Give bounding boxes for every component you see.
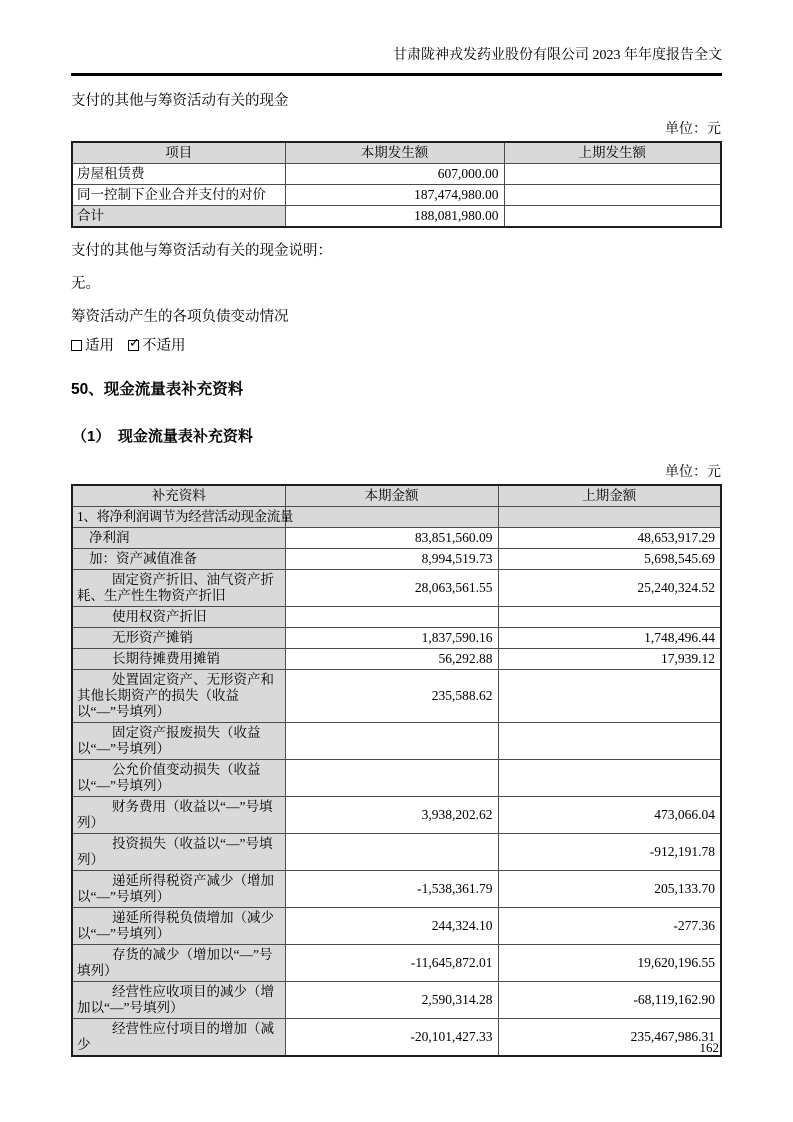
current-period-value: 3,938,202.62 — [285, 797, 498, 834]
row-label: 投资损失（收益以“—”号填列） — [72, 834, 285, 871]
page-number: 162 — [699, 1040, 719, 1055]
prior-period-value: 48,653,917.29 — [498, 528, 721, 549]
not-applicable-label: 不适用 — [142, 338, 186, 354]
prior-period-value — [498, 507, 721, 528]
row-label: 固定资产报废损失（收益以“—”号填列） — [72, 723, 285, 760]
prior-period-value: -912,191.78 — [498, 834, 721, 871]
row-label: 财务费用（收益以“—”号填列） — [72, 797, 285, 834]
row-label: 经营性应收项目的减少（增加以“—”号填列） — [72, 982, 285, 1019]
row-label: 1、将净利润调节为经营活动现金流量 — [72, 507, 285, 528]
table-row — [72, 185, 721, 206]
table-row — [72, 670, 721, 723]
prior-period-value — [498, 670, 721, 723]
content — [71, 94, 722, 1057]
current-period-value: 187,474,980.00 — [285, 185, 504, 206]
table-row — [72, 570, 721, 607]
prior-period-value: -68,119,162.90 — [498, 982, 721, 1019]
prior-period-value: 205,133.70 — [498, 871, 721, 908]
column-header: 项目 — [72, 142, 285, 164]
current-period-value: 1,837,590.16 — [285, 628, 498, 649]
current-period-value — [285, 723, 498, 760]
table-row — [72, 797, 721, 834]
prior-period-value — [504, 206, 721, 228]
current-period-value: 8,994,519.73 — [285, 549, 498, 570]
table-header-row — [72, 485, 721, 507]
current-period-value: -20,101,427.33 — [285, 1019, 498, 1057]
heading-cash-flow-supplement: 50、现金流量表补充资料 — [71, 381, 244, 398]
current-period-value — [285, 507, 498, 528]
prior-period-value: 25,240,324.52 — [498, 570, 721, 607]
table-row — [72, 507, 721, 528]
table-row — [72, 607, 721, 628]
applicability-row — [71, 334, 722, 355]
current-period-value: 28,063,561.55 — [285, 570, 498, 607]
checkbox-unchecked-icon — [71, 340, 82, 351]
current-period-value: 2,590,314.28 — [285, 982, 498, 1019]
current-period-value — [285, 760, 498, 797]
prior-period-value: -277.36 — [498, 908, 721, 945]
applicable-label: 适用 — [85, 338, 114, 354]
current-period-value: 607,000.00 — [285, 164, 504, 185]
current-period-value: 244,324.10 — [285, 908, 498, 945]
not-applicable-option — [128, 334, 186, 355]
prior-period-value: 1,748,496.44 — [498, 628, 721, 649]
table-row — [72, 1019, 721, 1057]
table-row — [72, 528, 721, 549]
row-label: 递延所得税负债增加（减少以“—”号填列） — [72, 908, 285, 945]
row-label: 无形资产摊销 — [72, 628, 285, 649]
row-label: 合计 — [72, 206, 285, 228]
prior-period-value — [498, 760, 721, 797]
prior-period-value — [498, 607, 721, 628]
row-label: 经营性应付项目的增加（减少 — [72, 1019, 285, 1057]
table-row — [72, 206, 721, 228]
current-period-value — [285, 607, 498, 628]
applicable-option — [71, 334, 114, 355]
row-label: 长期待摊费用摊销 — [72, 649, 285, 670]
table-row — [72, 164, 721, 185]
para-note-value: 无。 — [71, 276, 100, 292]
report-header — [0, 0, 793, 76]
prior-period-value — [504, 185, 721, 206]
row-label: 同一控制下企业合并支付的对价 — [72, 185, 285, 206]
financing-cash-table — [71, 141, 722, 228]
column-header: 上期发生额 — [504, 142, 721, 164]
table-row — [72, 723, 721, 760]
table-header-row — [72, 142, 721, 164]
row-label: 存货的减少（增加以“—”号填列） — [72, 945, 285, 982]
table-row — [72, 549, 721, 570]
subheading-cash-flow-supplement: （1） 现金流量表补充资料 — [72, 428, 253, 445]
current-period-value — [285, 834, 498, 871]
row-label: 房屋租赁费 — [72, 164, 285, 185]
column-header: 上期金额 — [498, 485, 721, 507]
supplement-table — [71, 484, 722, 1057]
table-row — [72, 628, 721, 649]
para-financing-cash-title: 支付的其他与筹资活动有关的现金 — [71, 93, 289, 109]
unit-label-financing: 单位：元 — [665, 122, 721, 137]
current-period-value: 56,292.88 — [285, 649, 498, 670]
current-period-value: 83,851,560.09 — [285, 528, 498, 549]
para-debt-changes-title: 筹资活动产生的各项负债变动情况 — [71, 309, 289, 325]
column-header: 本期金额 — [285, 485, 498, 507]
row-label: 加：资产减值准备 — [72, 549, 285, 570]
table-row — [72, 982, 721, 1019]
row-label: 处置固定资产、无形资产和其他长期资产的损失（收益以“—”号填列） — [72, 670, 285, 723]
prior-period-value: 473,066.04 — [498, 797, 721, 834]
table-row — [72, 649, 721, 670]
prior-period-value: 235,467,986.31 — [498, 1019, 721, 1057]
unit-label-supplement: 单位：元 — [665, 465, 721, 480]
prior-period-value — [498, 723, 721, 760]
current-period-value: 235,588.62 — [285, 670, 498, 723]
table-row — [72, 871, 721, 908]
table-row — [72, 908, 721, 945]
prior-period-value — [504, 164, 721, 185]
row-label: 净利润 — [72, 528, 285, 549]
table-row — [72, 834, 721, 871]
row-label: 固定资产折旧、油气资产折耗、生产性生物资产折旧 — [72, 570, 285, 607]
para-financing-cash-note-label: 支付的其他与筹资活动有关的现金说明： — [71, 243, 332, 259]
report-title: 甘肃陇神戎发药业股份有限公司 2023 年年度报告全文 — [393, 48, 722, 63]
prior-period-value: 19,620,196.55 — [498, 945, 721, 982]
prior-period-value: 5,698,545.69 — [498, 549, 721, 570]
table-row — [72, 760, 721, 797]
checkbox-checked-icon — [128, 336, 140, 351]
row-label: 公允价值变动损失（收益以“—”号填列） — [72, 760, 285, 797]
row-label: 递延所得税资产减少（增加以“—”号填列） — [72, 871, 285, 908]
column-header: 本期发生额 — [285, 142, 504, 164]
column-header: 补充资料 — [72, 485, 285, 507]
prior-period-value: 17,939.12 — [498, 649, 721, 670]
current-period-value: -1,538,361.79 — [285, 871, 498, 908]
current-period-value: -11,645,872.01 — [285, 945, 498, 982]
current-period-value: 188,081,980.00 — [285, 206, 504, 228]
table-row — [72, 945, 721, 982]
header-rule — [71, 73, 722, 76]
row-label: 使用权资产折旧 — [72, 607, 285, 628]
check-icon: ✓ — [129, 336, 140, 351]
